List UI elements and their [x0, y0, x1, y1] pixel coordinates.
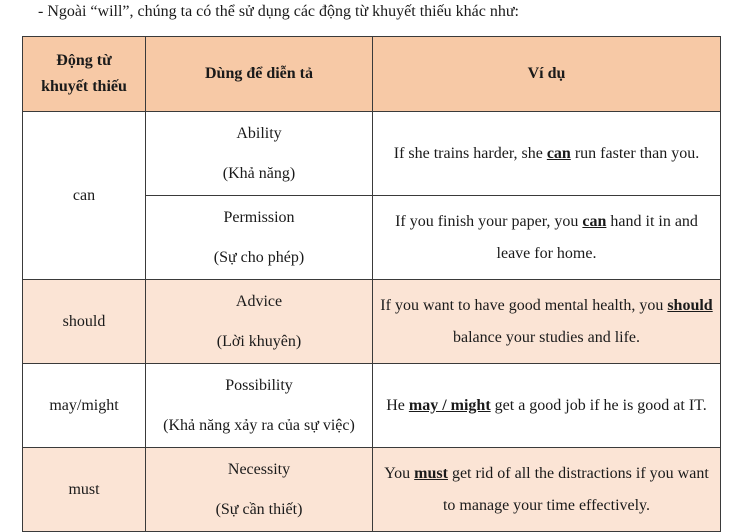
example-cell — [373, 280, 721, 364]
modal-cell-should: should — [23, 280, 146, 364]
usage-cell — [146, 112, 373, 196]
usage-vietnamese: (Lời khuyên) — [216, 332, 302, 350]
example-text-before: If you want to have good mental health, you — [380, 296, 668, 314]
header-example: Ví dụ — [373, 37, 721, 112]
example-cell — [373, 364, 721, 448]
example-modal-highlight: can — [582, 212, 607, 230]
usage-vietnamese: (Sự cho phép) — [213, 248, 305, 266]
example-cell — [373, 448, 721, 532]
modal-cell-can: can — [23, 112, 146, 280]
example-text-before: He — [386, 396, 409, 414]
header-modal-line1: Động từ — [56, 52, 112, 69]
header-modal-verb — [23, 37, 146, 112]
usage-english: Advice — [235, 292, 283, 310]
example-text-before: You — [384, 464, 415, 482]
example-text-after: balance your studies and life. — [452, 328, 641, 346]
example-text-after: get rid of all the distractions if you want to manage your time effectively. — [442, 464, 709, 514]
example-text-before: If she trains harder, she — [393, 144, 547, 162]
usage-cell — [146, 364, 373, 448]
example-modal-highlight: must — [414, 464, 448, 482]
modal-cell-may-might: may/might — [23, 364, 146, 448]
table-row — [23, 280, 721, 364]
usage-english: Ability — [236, 124, 282, 142]
example-cell — [373, 112, 721, 196]
usage-english: Necessity — [227, 460, 291, 478]
example-modal-highlight: can — [546, 144, 571, 162]
usage-cell — [146, 196, 373, 280]
table-header-row — [23, 37, 721, 112]
example-text-after: run faster than you. — [570, 144, 700, 162]
usage-english: Permission — [223, 208, 295, 226]
example-text-after: hand it in and leave for home. — [496, 212, 698, 262]
example-text-after: get a good job if he is good at IT. — [490, 396, 707, 414]
example-cell — [373, 196, 721, 280]
modal-cell-must: must — [23, 448, 146, 532]
usage-vietnamese: (Khả năng xảy ra của sự việc) — [163, 416, 355, 434]
header-usage: Dùng để diễn tả — [146, 37, 373, 112]
table-row — [23, 112, 721, 196]
example-text-before: If you finish your paper, you — [395, 212, 583, 230]
table-row — [23, 364, 721, 448]
table-row — [23, 448, 721, 532]
example-modal-highlight: should — [667, 296, 713, 314]
example-modal-highlight: may / might — [408, 396, 491, 414]
usage-cell — [146, 280, 373, 364]
usage-vietnamese: (Sự cần thiết) — [215, 500, 303, 518]
usage-english: Possibility — [225, 376, 293, 394]
usage-cell — [146, 448, 373, 532]
header-modal-line2: khuyết thiếu — [41, 78, 127, 95]
intro-text: - Ngoài “will”, chúng ta có thể sử dụng các động từ khuyết thiếu khác như: — [38, 3, 519, 20]
usage-vietnamese: (Khả năng) — [222, 164, 296, 182]
modal-verbs-table — [22, 36, 721, 532]
